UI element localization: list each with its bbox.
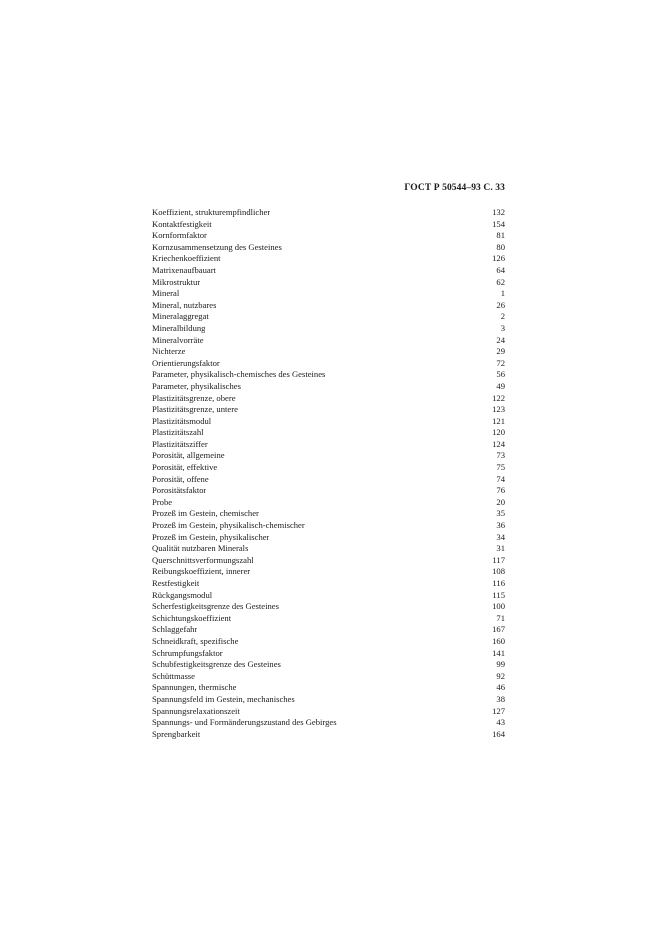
index-term: Spannungsfeld im Gestein, mechanisches (152, 693, 295, 704)
index-number: 75 (496, 462, 505, 473)
index-entry (152, 288, 505, 300)
index-entry (152, 659, 505, 671)
index-entry (152, 532, 505, 544)
index-term: Probe (152, 496, 173, 507)
index-entry (152, 462, 505, 474)
index-entry (152, 706, 505, 718)
index-entry (152, 694, 505, 706)
index-term: Mineral (152, 288, 180, 299)
index-entry (152, 578, 505, 590)
index-entry (152, 253, 505, 265)
index-number: 126 (492, 253, 505, 264)
index-number: 73 (496, 450, 505, 461)
index-number: 2 (500, 311, 505, 322)
index-entry (152, 613, 505, 625)
index-entry (152, 358, 505, 370)
index-number: 56 (496, 369, 505, 380)
index-entry (152, 520, 505, 532)
index-number: 20 (496, 496, 505, 507)
index-term: Schüttmasse (152, 670, 195, 681)
index-entry (152, 277, 505, 289)
index-term: Plastizitätsziffer (152, 438, 208, 449)
index-entry (152, 485, 505, 497)
index-entry (152, 555, 505, 567)
index-term: Porosität, offene (152, 473, 209, 484)
index-number: 74 (496, 473, 505, 484)
index-entry (152, 717, 505, 729)
page-header: ГОСТ Р 50544–93 С. 33 (404, 183, 505, 193)
index-entry (152, 682, 505, 694)
index-number: 124 (492, 438, 505, 449)
index-list (152, 207, 505, 740)
index-number: 92 (496, 670, 505, 681)
index-term: Schubfestigkeitsgrenze des Gesteines (152, 659, 281, 670)
index-term: Mineralbildung (152, 322, 206, 333)
index-entry (152, 508, 505, 520)
index-number: 62 (496, 276, 505, 287)
index-term: Spannungen, thermische (152, 682, 237, 693)
index-term: Kornformfaktor (152, 230, 207, 241)
index-number: 154 (492, 218, 505, 229)
index-number: 71 (496, 612, 505, 623)
index-entry (152, 497, 505, 509)
index-number: 116 (492, 578, 505, 588)
index-entry (152, 404, 505, 416)
index-number: 76 (496, 485, 505, 496)
index-entry (152, 636, 505, 648)
index-term: Plastizitätsgrenze, untere (152, 404, 238, 415)
index-number: 132 (492, 207, 505, 217)
index-term: Restfestigkeit (152, 578, 200, 588)
index-term: Parameter, physikalisches (152, 380, 241, 391)
index-entry (152, 393, 505, 405)
index-number: 117 (492, 554, 505, 565)
index-entry (152, 323, 505, 335)
index-term: Kontaktfestigkeit (152, 218, 212, 229)
index-number: 100 (492, 601, 505, 612)
index-term: Prozeß im Gestein, chemischer (152, 508, 259, 519)
index-term: Mineral, nutzbares (152, 299, 217, 310)
index-term: Schneidkraft, spezifische (152, 635, 239, 646)
index-number: 123 (492, 404, 505, 415)
index-number: 36 (496, 520, 505, 531)
index-entry (152, 566, 505, 578)
index-term: Rückgangsmodul (152, 589, 213, 600)
index-term: Reibungskoeffizient, innerer (152, 566, 251, 577)
index-number: 38 (496, 693, 505, 704)
index-number: 80 (496, 241, 505, 252)
index-term: Plastizitätsgrenze, obere (152, 392, 236, 403)
index-number: 127 (492, 705, 505, 716)
index-entry (152, 219, 505, 231)
index-entry (152, 300, 505, 312)
index-term: Koeffizient, strukturempfindlicher (152, 207, 271, 217)
index-term: Schrumpfungsfaktor (152, 647, 223, 658)
index-term: Orientierungsfaktor (152, 357, 220, 368)
index-entry (152, 543, 505, 555)
index-term: Scherfestigkeitsgrenze des Gesteines (152, 601, 279, 612)
index-number: 24 (496, 334, 505, 345)
index-number: 108 (492, 566, 505, 577)
index-term: Mineralvorräte (152, 334, 204, 345)
index-entry (152, 427, 505, 439)
index-entry (152, 450, 505, 462)
index-entry (152, 601, 505, 613)
index-term: Prozeß im Gestein, physikalischer (152, 531, 270, 542)
index-entry (152, 624, 505, 636)
index-number: 81 (496, 230, 505, 241)
index-number: 121 (492, 415, 505, 426)
index-number: 164 (492, 728, 505, 739)
index-number: 1 (500, 288, 505, 299)
index-entry (152, 590, 505, 602)
index-number: 167 (492, 624, 505, 635)
index-number: 49 (496, 380, 505, 391)
index-term: Schlaggefahr (152, 624, 198, 635)
index-number: 64 (496, 264, 505, 275)
index-number: 120 (492, 427, 505, 438)
index-entry (152, 311, 505, 323)
index-entry (152, 439, 505, 451)
index-number: 160 (492, 635, 505, 646)
index-entry (152, 671, 505, 683)
index-term: Plastizitätszahl (152, 427, 204, 438)
index-entry (152, 416, 505, 428)
index-entry (152, 242, 505, 254)
index-entry (152, 335, 505, 347)
index-entry (152, 207, 505, 219)
index-number: 72 (496, 357, 505, 368)
index-number: 26 (496, 299, 505, 310)
index-number: 29 (496, 346, 505, 357)
index-term: Kriechenkoeffizient (152, 253, 221, 264)
index-entry (152, 381, 505, 393)
index-number: 122 (492, 392, 505, 403)
index-number: 34 (496, 531, 505, 542)
index-term: Sprengbarkeit (152, 728, 201, 739)
index-entry (152, 230, 505, 242)
index-term: Mineralaggregat (152, 311, 209, 322)
index-term: Plastizitätsmodul (152, 415, 212, 426)
index-entry (152, 648, 505, 660)
index-term: Porosität, effektive (152, 462, 218, 473)
index-term: Querschnittsverformungszahl (152, 554, 254, 565)
index-number: 35 (496, 508, 505, 519)
index-entry (152, 346, 505, 358)
index-term: Kornzusammensetzung des Gesteines (152, 241, 282, 252)
index-number: 115 (492, 589, 505, 600)
index-term: Matrixenaufbauart (152, 264, 216, 275)
index-term: Spannungsrelaxationszeit (152, 705, 240, 716)
index-number: 3 (500, 322, 505, 333)
index-entry (152, 265, 505, 277)
index-number: 141 (492, 647, 505, 658)
index-term: Porositätsfaktor (152, 485, 207, 496)
index-number: 99 (496, 659, 505, 670)
index-term: Spannungs- und Formänderungszustand des Gebirges (152, 717, 337, 728)
index-term: Nichterze (152, 346, 186, 357)
index-term: Porosität, allgemeine (152, 450, 225, 461)
index-term: Qualität nutzbaren Minerals (152, 543, 249, 554)
index-entry (152, 729, 505, 741)
index-entry (152, 474, 505, 486)
index-term: Parameter, physikalisch-chemisches des Gesteines (152, 369, 326, 380)
index-number: 46 (496, 682, 505, 693)
index-term: Mikrostruktur (152, 276, 201, 287)
index-term: Prozeß im Gestein, physikalisch-chemischer (152, 520, 305, 531)
index-entry (152, 369, 505, 381)
index-term: Schichtungskoeffizient (152, 612, 232, 623)
index-number: 31 (496, 543, 505, 554)
index-number: 43 (496, 717, 505, 728)
